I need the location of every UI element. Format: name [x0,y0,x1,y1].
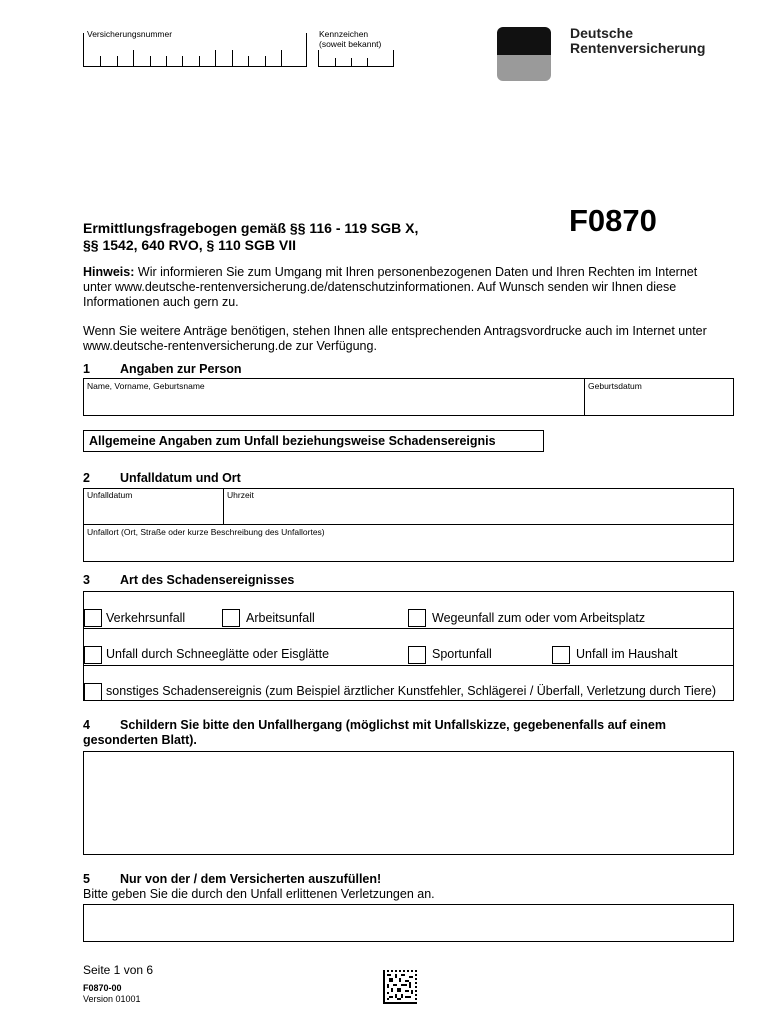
haushalt-checkbox[interactable] [552,646,570,664]
uhrzeit-label: Uhrzeit [227,490,254,500]
unfallort-field[interactable] [84,537,733,561]
section-1-title: Angaben zur Person [120,362,242,376]
allgemein-heading: Allgemeine Angaben zum Unfall beziehungsweise Schadensereignis [89,434,496,448]
sonstiges-checkbox[interactable] [84,683,102,701]
uhrzeit-field[interactable] [225,500,733,523]
hinweis-label: Hinweis: [83,265,135,279]
section-3-title: Art des Schadensereignisses [120,573,295,587]
logo-mark-top [497,27,551,55]
kennzeichen-field[interactable] [318,50,394,67]
form-code: F0870 [569,203,657,238]
footer-form-code: F0870-00 [83,983,122,993]
unfallhergang-textarea[interactable] [83,751,734,855]
arbeitsunfall-label: Arbeitsunfall [246,611,315,625]
versicherungsnummer-field[interactable] [83,33,307,67]
sportunfall-label: Sportunfall [432,647,492,661]
geburtsdatum-label: Geburtsdatum [588,381,642,391]
unfalldatum-field[interactable] [84,500,222,523]
wegeunfall-label: Wegeunfall zum oder vom Arbeitsplatz [432,611,646,625]
footer-version: Version 01001 [83,994,141,1004]
section-3-number: 3 [83,573,90,587]
name-field[interactable] [84,391,583,415]
verkehrsunfall-label: Verkehrsunfall [106,611,186,625]
section-4-title: Schildern Sie bitte den Unfallhergang (möglichst mit Unfallskizze, gegebenenfalls auf einem gesonderten Blatt). [83,718,666,747]
section-5-title: Nur von der / dem Versicherten auszufüllen! [120,872,382,886]
antraege-text: Wenn Sie weitere Anträge benötigen, stehen Ihnen alle entsprechenden Antragsvordrucke auch im Internet unter www.deutsche-rentenversicherung.de zur Verfügung. [83,324,707,353]
logo-mark-bottom [497,55,551,81]
section-2-title: Unfalldatum und Ort [120,471,241,485]
page-number: Seite 1 von 6 [83,963,154,977]
name-field-label: Name, Vorname, Geburtsname [87,381,205,391]
schneeglaette-checkbox[interactable] [84,646,102,664]
section-1-number: 1 [83,362,90,376]
versicherungsnummer-label: Versicherungsnummer [87,29,173,39]
unfalldatum-label: Unfalldatum [87,490,133,500]
logo-text: Deutsche Rentenversicherung [570,25,706,56]
section-2-number: 2 [83,471,90,485]
hinweis-text: Hinweis: Wir informieren Sie zum Umgang mit Ihren personenbezogenen Daten und Ihren Rechten im Internet unter www.deutsche-rentenversicherung.de/datenschutzinformationen. Auf Wunsch senden wir Ihnen diese Informationen auch gern zu. [83,265,698,309]
kennzeichen-label: Kennzeichen (soweit bekannt) [319,29,382,49]
sonstiges-label: sonstiges Schadensereignis (zum Beispiel ärztlicher Kunstfehler, Schlägerei / Überfall, Verletzung durch Tiere) [106,684,717,698]
unfallort-label: Unfallort (Ort, Straße oder kurze Beschreibung des Unfallortes) [87,527,325,537]
sportunfall-checkbox[interactable] [408,646,426,664]
geburtsdatum-field[interactable] [586,391,733,415]
haushalt-label: Unfall im Haushalt [576,647,678,661]
wegeunfall-checkbox[interactable] [408,609,426,627]
verkehrsunfall-checkbox[interactable] [84,609,102,627]
datamatrix-code-icon [383,970,417,1004]
form-title: Ermittlungsfragebogen gemäß §§ 116 - 119 SGB X, §§ 1542, 640 RVO, § 110 SGB VII [83,220,419,253]
section-4-number: 4 [83,718,90,732]
arbeitsunfall-checkbox[interactable] [222,609,240,627]
schneeglaette-label: Unfall durch Schneeglätte oder Eisglätte [106,647,330,661]
verletzungen-textarea[interactable] [83,904,734,942]
section-5-number: 5 [83,872,90,886]
section-5-subtitle: Bitte geben Sie die durch den Unfall erlittenen Verletzungen an. [83,887,435,901]
